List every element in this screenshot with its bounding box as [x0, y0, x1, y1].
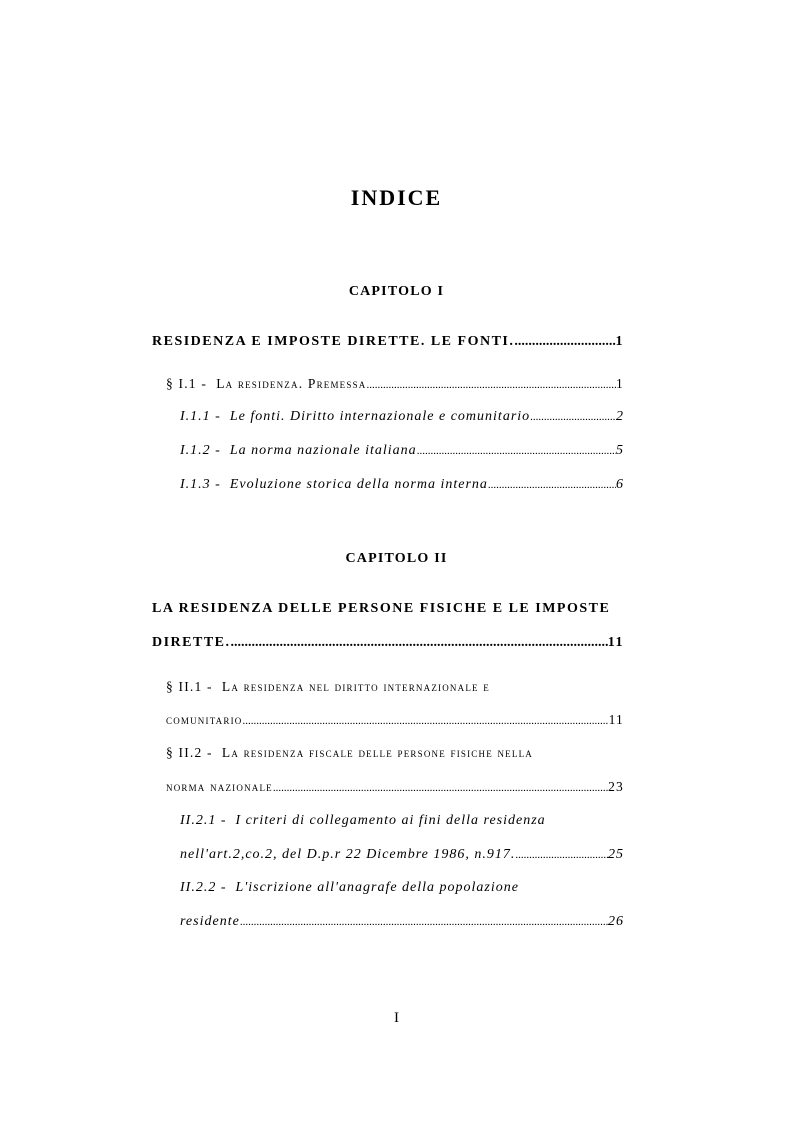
- subsection-number: I.1.1 -: [180, 409, 221, 424]
- page-number: I: [394, 1010, 399, 1026]
- subsection-title: L'iscrizione all'anagrafe della popolazione: [235, 880, 519, 895]
- page-title: INDICE: [350, 185, 443, 210]
- toc-entry-section-II-1-line2[interactable]: [166, 712, 624, 728]
- toc-entry-subsection-II-2-2-line1[interactable]: [180, 880, 519, 896]
- section-number: § II.1 -: [166, 679, 213, 694]
- section-page: 11: [608, 712, 624, 727]
- subsection-number: II.2.1 -: [180, 813, 227, 828]
- subsection-page: 6: [616, 477, 624, 492]
- leader-dots: [417, 445, 616, 457]
- toc-entry-subsection-II-2-1-line2[interactable]: [180, 847, 624, 863]
- chapter-2-label: CAPITOLO II: [345, 551, 448, 566]
- section-title: La residenza. Premessa: [216, 376, 367, 391]
- toc-entry-section-I-1[interactable]: [166, 376, 624, 392]
- section-title-cont: norma nazionale: [166, 779, 273, 794]
- subsection-title: I criteri di collegamento ai fini della residenza: [235, 813, 546, 828]
- subsection-page: 5: [616, 443, 624, 458]
- leader-dots: [231, 635, 608, 651]
- subsection-page: 2: [616, 409, 624, 424]
- chapter-2-heading[interactable]: [152, 635, 624, 651]
- toc-entry-subsection-I-1-2[interactable]: [180, 443, 624, 459]
- toc-entry-subsection-I-1-1[interactable]: [180, 409, 624, 425]
- section-title-cont: comunitario: [166, 712, 243, 727]
- subsection-number: II.2.2 -: [180, 880, 227, 895]
- subsection-number: I.1.3 -: [180, 477, 221, 492]
- subsection-page: 26: [608, 914, 624, 929]
- chapter-2-heading-text: DIRETTE.: [152, 635, 231, 650]
- leader-dots: [273, 782, 608, 794]
- subsection-title-cont: residente: [180, 914, 240, 929]
- leader-dots: [530, 411, 616, 423]
- leader-dots: [366, 379, 616, 391]
- leader-dots: [515, 849, 608, 861]
- toc-entry-section-II-2-line2[interactable]: [166, 779, 624, 795]
- leader-dots: [514, 334, 615, 350]
- toc-entry-section-II-1-line1[interactable]: [166, 679, 490, 695]
- toc-entry-section-II-2-line1[interactable]: [166, 745, 533, 761]
- leader-dots: [240, 916, 608, 928]
- section-title: La residenza nel diritto internazionale e: [221, 679, 490, 694]
- subsection-title: La norma nazionale italiana: [229, 443, 417, 458]
- subsection-page: 25: [608, 847, 624, 862]
- chapter-2-heading-page: 11: [607, 635, 624, 650]
- chapter-1-heading[interactable]: [152, 334, 624, 350]
- subsection-title: Le fonti. Diritto internazionale e comunitario: [229, 409, 531, 424]
- subsection-title-cont: nell'art.2,co.2, del D.p.r 22 Dicembre 1986, n.917.: [180, 847, 516, 862]
- toc-entry-subsection-II-2-2-line2[interactable]: [180, 914, 624, 930]
- section-title: La residenza fiscale delle persone fisiche nella: [221, 745, 533, 760]
- toc-entry-subsection-II-2-1-line1[interactable]: [180, 813, 546, 829]
- leader-dots: [242, 715, 608, 727]
- subsection-number: I.1.2 -: [180, 443, 221, 458]
- leader-dots: [488, 479, 616, 491]
- section-number: § I.1 -: [166, 376, 208, 391]
- chapter-2-heading-line1[interactable]: LA RESIDENZA DELLE PERSONE FISICHE E LE IMPOSTE: [152, 601, 611, 616]
- toc-entry-subsection-I-1-3[interactable]: [180, 477, 624, 493]
- section-number: § II.2 -: [166, 745, 213, 760]
- chapter-1-label: CAPITOLO I: [348, 284, 445, 299]
- subsection-title: Evoluzione storica della norma interna: [229, 477, 488, 492]
- section-page: 1: [616, 376, 624, 391]
- chapter-1-heading-page: 1: [615, 334, 624, 349]
- chapter-1-heading-text: RESIDENZA E IMPOSTE DIRETTE. LE FONTI.: [152, 334, 515, 349]
- section-page: 23: [608, 779, 624, 794]
